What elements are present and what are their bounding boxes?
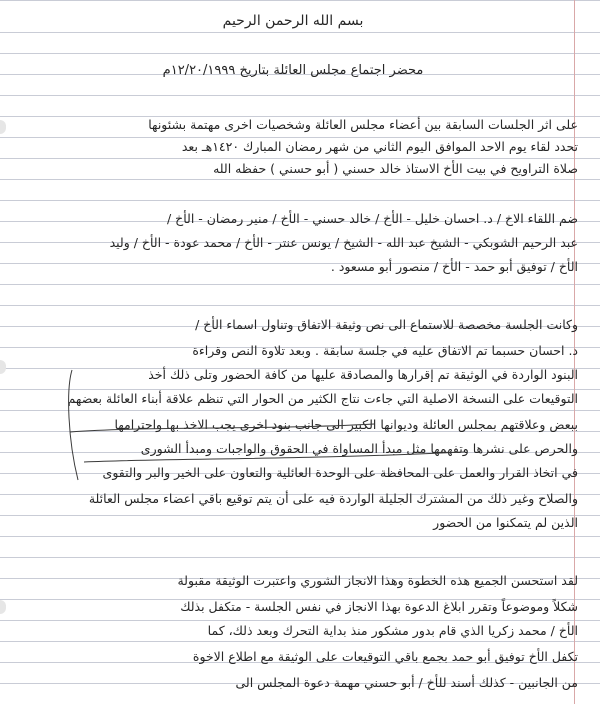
text-line: التوقيعات على النسخة الاصلية التي جاءت نتاج الكثير من الحوار التي تنظم علاقة أبناء العائلة بعضهم — [67, 391, 578, 406]
text-line: صلاة التراويح في بيت الأخ الاستاذ خالد حسني ( أبو حسني ) حفظه الله — [213, 161, 578, 176]
text-line: الأخ / توفيق أبو حمد - الأخ / منصور أبو مسعود . — [330, 259, 578, 274]
punch-hole — [0, 600, 6, 614]
text-line: البنود الواردة في الوثيقة تم إقرارها والمصادقة عليها من كافة الحضور وتلى ذلك أخذ — [148, 367, 578, 382]
text-line: لقد استحسن الجميع هذه الخطوة وهذا الانجاز الشوري واعتبرت الوثيقة مقبولة — [177, 573, 578, 588]
text-line: على اثر الجلسات السابقة بين أعضاء مجلس العائلة وشخصيات اخرى مهتمة بشئونها — [148, 117, 578, 132]
text-line: شكلاً وموضوعاً وتقرر ابلاغ الدعوة بهذا الانجاز في نفس الجلسة - متكفل بذلك — [180, 599, 578, 614]
text-line: ببعض وعلاقتهم بمجلس العائلة وديوانها الكبير الى جانب بنود اخرى يجب الاخذ بها واحترامها — [114, 417, 578, 432]
text-line: عبد الرحيم الشوبكي - الشيخ عبد الله - الشيخ / يونس عنتر - الأخ / محمد عودة - الأخ / وليد — [109, 235, 578, 250]
document-heading: محضر اجتماع مجلس العائلة بتاريخ ١٢/٢٠/١٩٩٩م — [162, 63, 424, 78]
text-line: وكانت الجلسة مخصصة للاستماع الى نص وثيقة الاتفاق وتناول اسماء الأخ / — [195, 317, 578, 332]
text-line: د. احسان حسبما تم الاتفاق عليه في جلسة سابقة . وبعد تلاوة النص وقراءة — [192, 343, 578, 358]
text-line: والصلاح وغير ذلك من المشترك الجليلة الواردة فيه على أن يتم توقيع باقي اعضاء مجلس العائلة — [88, 491, 578, 506]
text-line: الأخ / محمد زكريا الذي قام بدور مشكور منذ بداية التحرك وبعد ذلك، كما — [207, 623, 578, 638]
text-line: ضم اللقاء الاخ / د. احسان خليل - الأخ / خالد حسني - الأخ / منير رمضان - الأخ / — [166, 211, 578, 226]
basmala: بسم الله الرحمن الرحيم — [222, 13, 364, 29]
text-line: من الجانبين - كذلك أسند للأخ / أبو حسني مهمة دعوة المجلس الى — [235, 675, 578, 690]
text-line: تحدد لقاء يوم الاحد الموافق اليوم الثاني من شهر رمضان المبارك ١٤٢٠هـ بعد — [181, 139, 578, 154]
text-line: والحرص على نشرها وتفهمها مثل مبدأ المساواة في الحقوق والواجبات ومبدأ الشورى — [140, 441, 578, 456]
text-line: في اتخاذ القرار والعمل على المحافظة على الوحدة العائلية والتعاون على الخير والبر والتقوى — [102, 465, 578, 480]
punch-hole — [0, 120, 6, 134]
text-line: تكفل الأخ توفيق أبو حمد بجمع باقي التوقيعات على الوثيقة مع اطلاع الاخوة — [192, 649, 578, 664]
text-line: الذين لم يتمكنوا من الحضور — [433, 515, 578, 530]
punch-hole — [0, 360, 6, 374]
